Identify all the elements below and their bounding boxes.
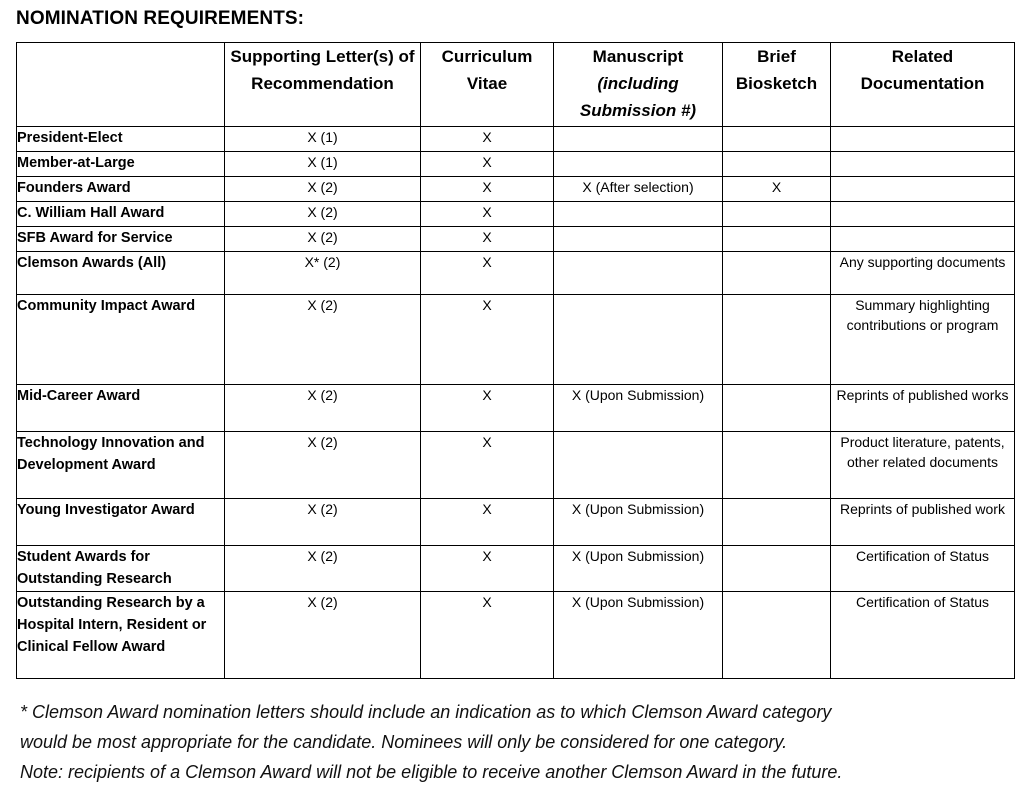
- cell-supporting-letters: X (2): [225, 227, 421, 252]
- table-row: [17, 127, 1015, 152]
- manuscript-header-line2: (including Submission #): [579, 74, 697, 120]
- row-label: Young Investigator Award: [17, 499, 225, 546]
- table-row: [17, 295, 1015, 385]
- footnote-line-3: Note: recipients of a Clemson Award will not be eligible to receive another Clemson Award in the future.: [20, 762, 843, 782]
- column-header-manuscript: [554, 43, 723, 127]
- table-row: [17, 152, 1015, 177]
- cell-brief-biosketch: X: [723, 177, 831, 202]
- row-label: Student Awards for Outstanding Research: [17, 546, 225, 592]
- cell-brief-biosketch: [723, 385, 831, 432]
- table-row: [17, 385, 1015, 432]
- row-label: Clemson Awards (All): [17, 252, 225, 295]
- cell-related-documentation: [831, 227, 1015, 252]
- cell-supporting-letters: X (2): [225, 295, 421, 385]
- table-body: [17, 127, 1015, 679]
- table-header: [17, 43, 1015, 127]
- cell-supporting-letters: X (2): [225, 177, 421, 202]
- table-row: [17, 202, 1015, 227]
- cell-related-documentation: [831, 127, 1015, 152]
- cell-manuscript: X (Upon Submission): [554, 592, 723, 679]
- row-label: Technology Innovation and Development Award: [17, 432, 225, 499]
- row-label: Mid-Career Award: [17, 385, 225, 432]
- column-header-award: [17, 43, 225, 127]
- cell-related-documentation: [831, 177, 1015, 202]
- cell-supporting-letters: X (2): [225, 385, 421, 432]
- cell-supporting-letters: X (2): [225, 432, 421, 499]
- cell-brief-biosketch: [723, 592, 831, 679]
- table-row: [17, 546, 1015, 592]
- footnote-line-2: would be most appropriate for the candidate. Nominees will only be considered for one category.: [20, 732, 788, 752]
- cell-manuscript: X (Upon Submission): [554, 546, 723, 592]
- cell-supporting-letters: X (2): [225, 546, 421, 592]
- cell-manuscript: [554, 152, 723, 177]
- cell-related-documentation: Certification of Status: [831, 592, 1015, 679]
- table-row: [17, 177, 1015, 202]
- cell-brief-biosketch: [723, 432, 831, 499]
- footnote: [20, 697, 1016, 787]
- cell-manuscript: [554, 295, 723, 385]
- cell-curriculum-vitae: X: [421, 295, 554, 385]
- column-header-related-documentation: Related Documentation: [831, 43, 1015, 127]
- cell-manuscript: [554, 127, 723, 152]
- cell-brief-biosketch: [723, 202, 831, 227]
- row-label: Community Impact Award: [17, 295, 225, 385]
- row-label: SFB Award for Service: [17, 227, 225, 252]
- page-title: NOMINATION REQUIREMENTS:: [16, 8, 305, 29]
- table-row: [17, 499, 1015, 546]
- cell-manuscript: X (Upon Submission): [554, 385, 723, 432]
- cell-related-documentation: [831, 152, 1015, 177]
- row-label: President-Elect: [17, 127, 225, 152]
- cell-curriculum-vitae: X: [421, 227, 554, 252]
- cell-curriculum-vitae: X: [421, 152, 554, 177]
- cell-manuscript: [554, 432, 723, 499]
- column-header-supporting-letters: Supporting Letter(s) of Recommendation: [225, 43, 421, 127]
- cell-brief-biosketch: [723, 227, 831, 252]
- cell-related-documentation: Product literature, patents, other related documents: [831, 432, 1015, 499]
- cell-manuscript: [554, 252, 723, 295]
- table-header-row: [17, 43, 1015, 127]
- cell-related-documentation: Any supporting documents: [831, 252, 1015, 295]
- cell-supporting-letters: X* (2): [225, 252, 421, 295]
- cell-supporting-letters: X (1): [225, 127, 421, 152]
- cell-curriculum-vitae: X: [421, 385, 554, 432]
- cell-brief-biosketch: [723, 295, 831, 385]
- cell-brief-biosketch: [723, 546, 831, 592]
- cell-brief-biosketch: [723, 152, 831, 177]
- cell-brief-biosketch: [723, 127, 831, 152]
- row-label: Outstanding Research by a Hospital Intern, Resident or Clinical Fellow Award: [17, 592, 225, 679]
- cell-curriculum-vitae: X: [421, 432, 554, 499]
- cell-curriculum-vitae: X: [421, 177, 554, 202]
- cell-brief-biosketch: [723, 499, 831, 546]
- cell-curriculum-vitae: X: [421, 592, 554, 679]
- cell-curriculum-vitae: X: [421, 499, 554, 546]
- nomination-requirements-table: [16, 42, 1015, 679]
- table-row: [17, 592, 1015, 679]
- cell-related-documentation: Certification of Status: [831, 546, 1015, 592]
- cell-supporting-letters: X (2): [225, 592, 421, 679]
- cell-related-documentation: Reprints of published works: [831, 385, 1015, 432]
- cell-supporting-letters: X (1): [225, 152, 421, 177]
- cell-related-documentation: [831, 202, 1015, 227]
- cell-brief-biosketch: [723, 252, 831, 295]
- cell-supporting-letters: X (2): [225, 499, 421, 546]
- row-label: Founders Award: [17, 177, 225, 202]
- column-header-brief-biosketch: Brief Biosketch: [723, 43, 831, 127]
- column-header-curriculum-vitae: Curriculum Vitae: [421, 43, 554, 127]
- table-row: [17, 227, 1015, 252]
- row-label: Member-at-Large: [17, 152, 225, 177]
- row-label: C. William Hall Award: [17, 202, 225, 227]
- table-row: [17, 252, 1015, 295]
- footnote-line-1: * Clemson Award nomination letters should include an indication as to which Clemson Award category: [20, 702, 832, 722]
- cell-curriculum-vitae: X: [421, 252, 554, 295]
- cell-manuscript: X (Upon Submission): [554, 499, 723, 546]
- cell-related-documentation: Reprints of published work: [831, 499, 1015, 546]
- cell-manuscript: X (After selection): [554, 177, 723, 202]
- cell-manuscript: [554, 202, 723, 227]
- cell-manuscript: [554, 227, 723, 252]
- cell-related-documentation: Summary highlighting contributions or program: [831, 295, 1015, 385]
- manuscript-header-line1: Manuscript: [592, 47, 684, 66]
- cell-curriculum-vitae: X: [421, 127, 554, 152]
- cell-supporting-letters: X (2): [225, 202, 421, 227]
- table-row: [17, 432, 1015, 499]
- cell-curriculum-vitae: X: [421, 546, 554, 592]
- cell-curriculum-vitae: X: [421, 202, 554, 227]
